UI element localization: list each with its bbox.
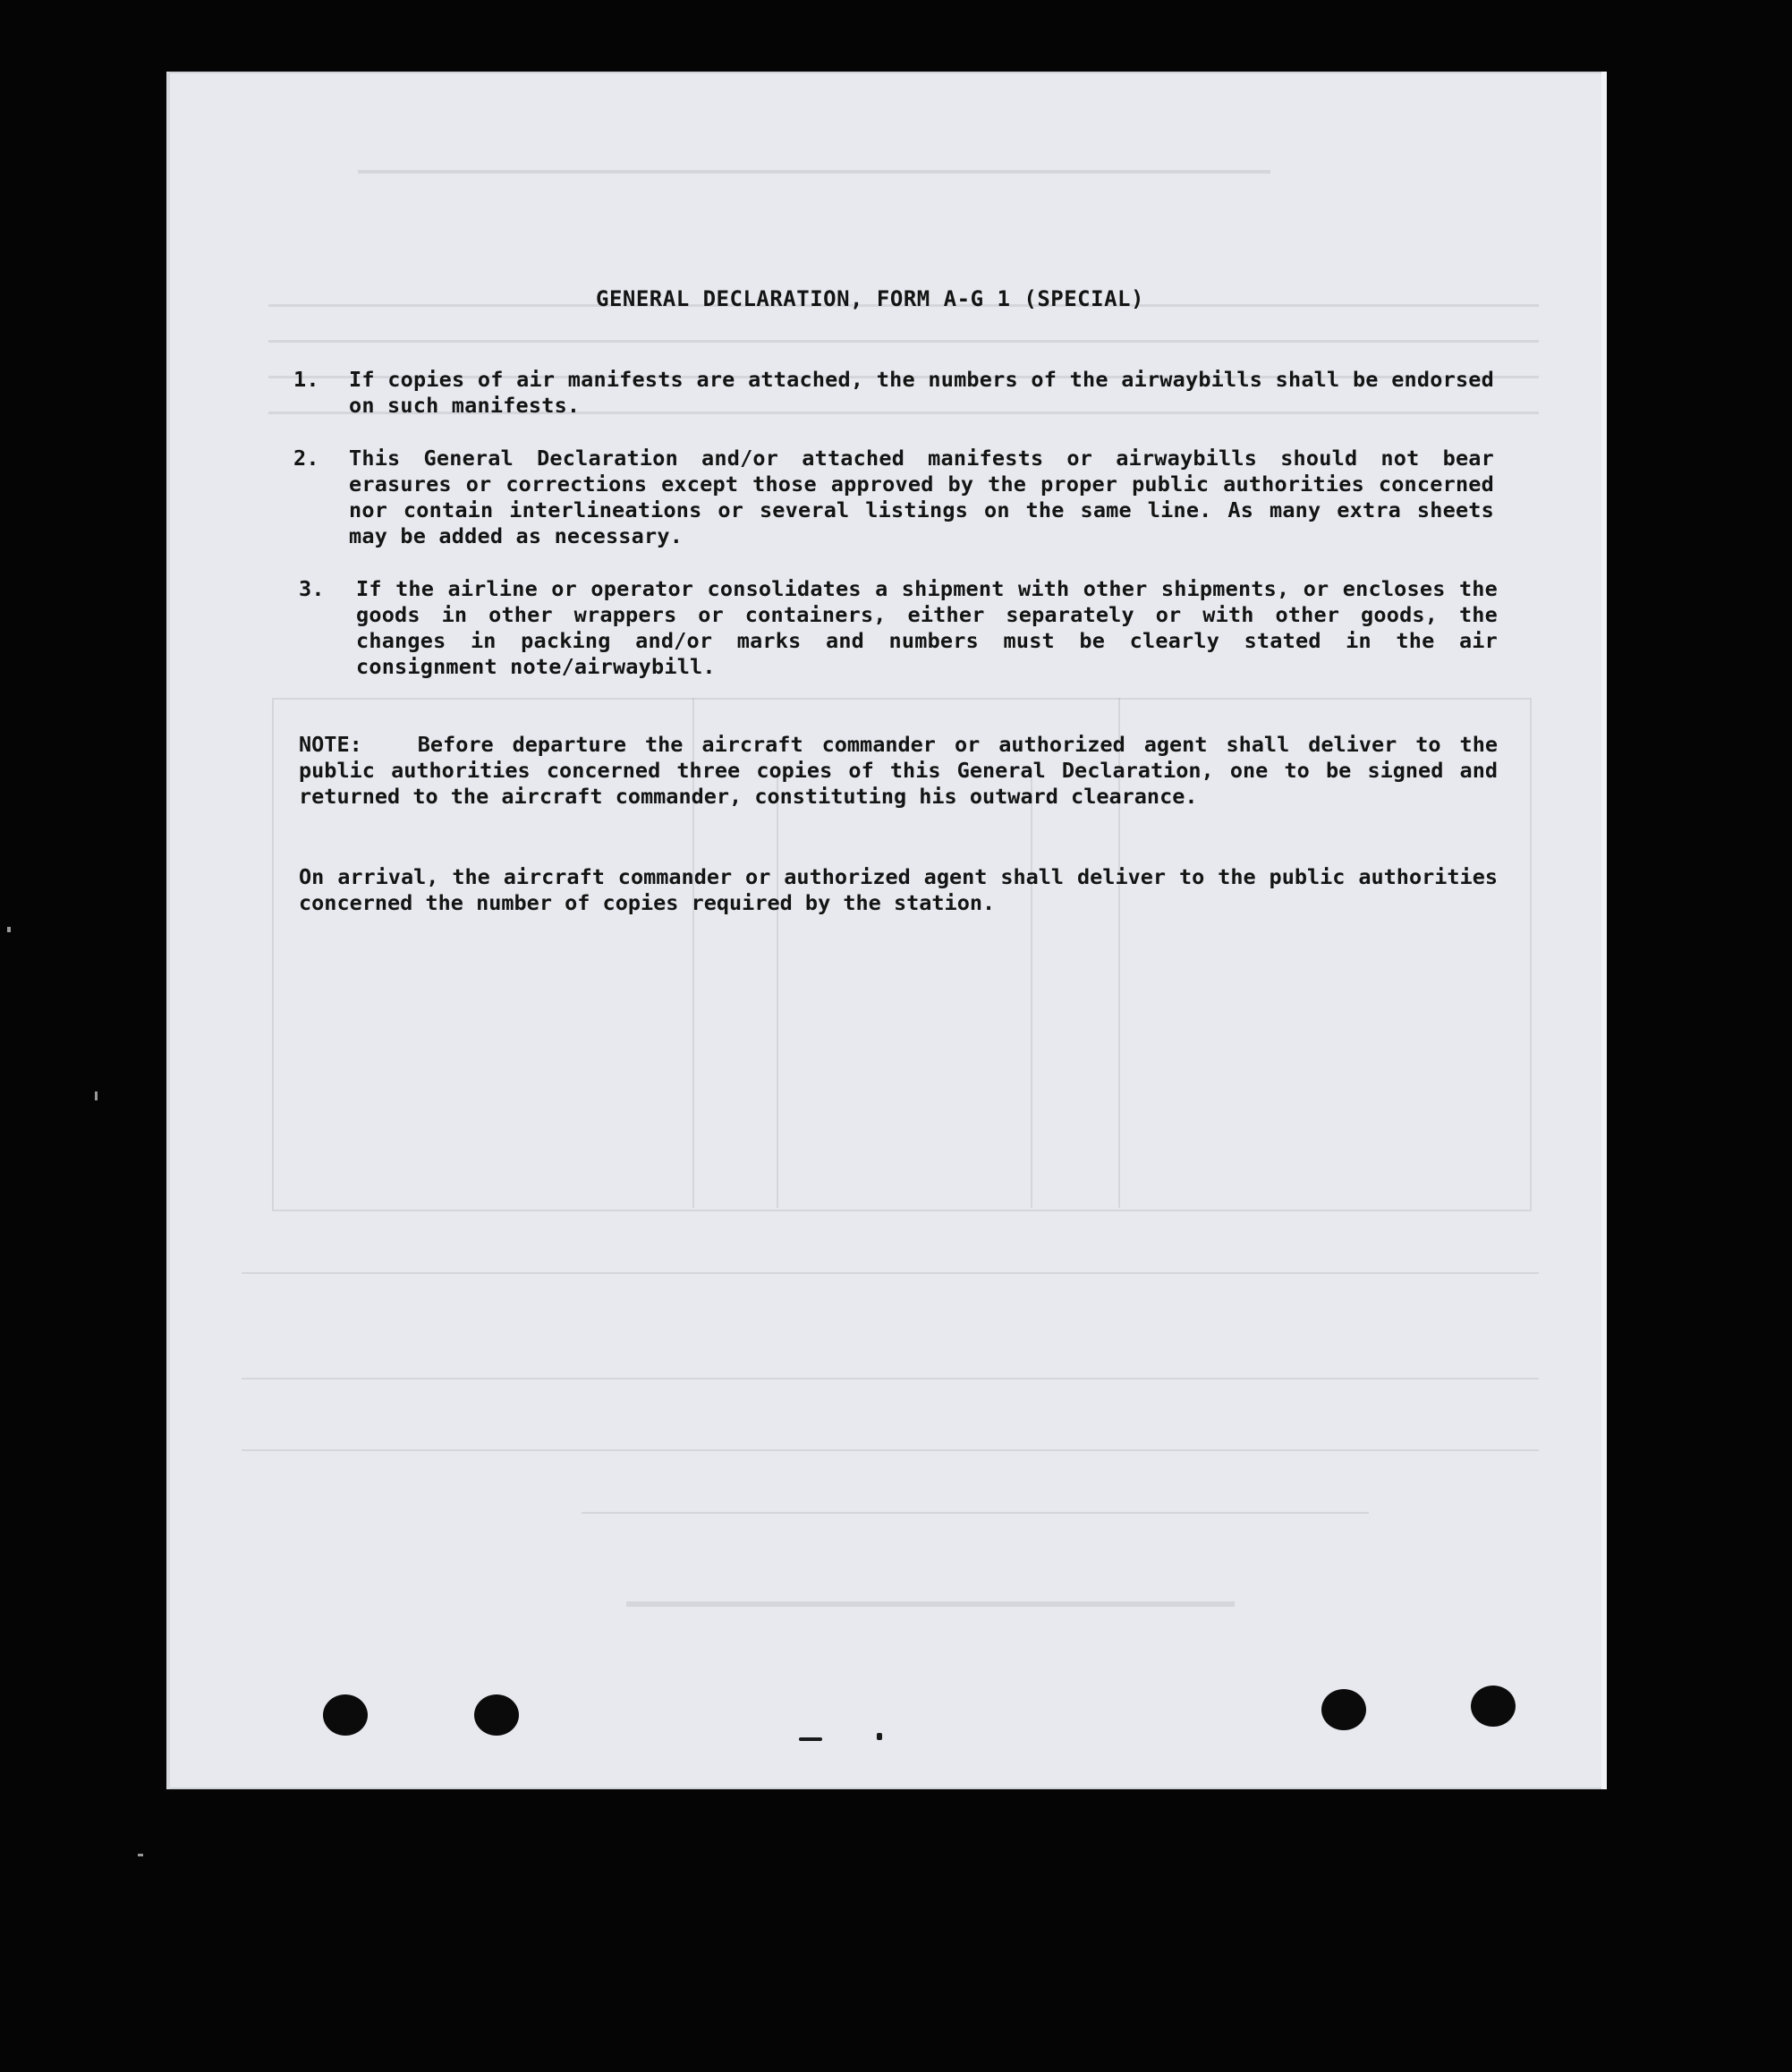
- item-text: If copies of air manifests are attached, the numbers of the airwaybills shall be endorsed on such manifests.: [349, 367, 1494, 418]
- item-text: This General Declaration and/or attached manifests or airwaybills should not bear erasures or corrections except those approved by the proper public authorities concerned nor contain interlineations or several listings on the same line. As many extra sheets may be added as necessary.: [349, 446, 1494, 548]
- punch-hole: [1321, 1689, 1366, 1730]
- note-label: NOTE:: [299, 732, 362, 757]
- note-text: Before departure the aircraft commander or authorized agent shall deliver to the public authorities concerned three copies of this General Declaration, one to be signed and returned to the aircraft commander, constituting his outward clearance.: [299, 732, 1498, 809]
- item-text: If the airline or operator consolidates a shipment with other shipments, or encloses the goods in other wrappers or containers, either separately or with other goods, the changes in packing and/or marks and numbers must be clearly stated in the air consignment note/airwaybill.: [356, 576, 1498, 679]
- document-title: GENERAL DECLARATION, FORM A-G 1 (SPECIAL): [596, 286, 1144, 311]
- item-number: 3.: [299, 576, 325, 601]
- punch-hole: [323, 1694, 368, 1736]
- film-edge-mark: [7, 927, 11, 932]
- ink-speck: [877, 1733, 882, 1740]
- document-content: [166, 72, 1607, 1789]
- film-edge-mark: [95, 1091, 98, 1100]
- punch-hole: [474, 1694, 519, 1736]
- item-number: 2.: [293, 446, 319, 471]
- item-number: 1.: [293, 367, 319, 392]
- film-edge-mark: [138, 1854, 143, 1856]
- arrival-paragraph: [299, 864, 1498, 916]
- punch-hole: [1471, 1686, 1516, 1727]
- note-paragraph: [299, 732, 1498, 810]
- arrival-text: On arrival, the aircraft commander or authorized agent shall deliver to the public authorities concerned the number of copies required by the station.: [299, 864, 1498, 915]
- ink-speck: [799, 1737, 822, 1741]
